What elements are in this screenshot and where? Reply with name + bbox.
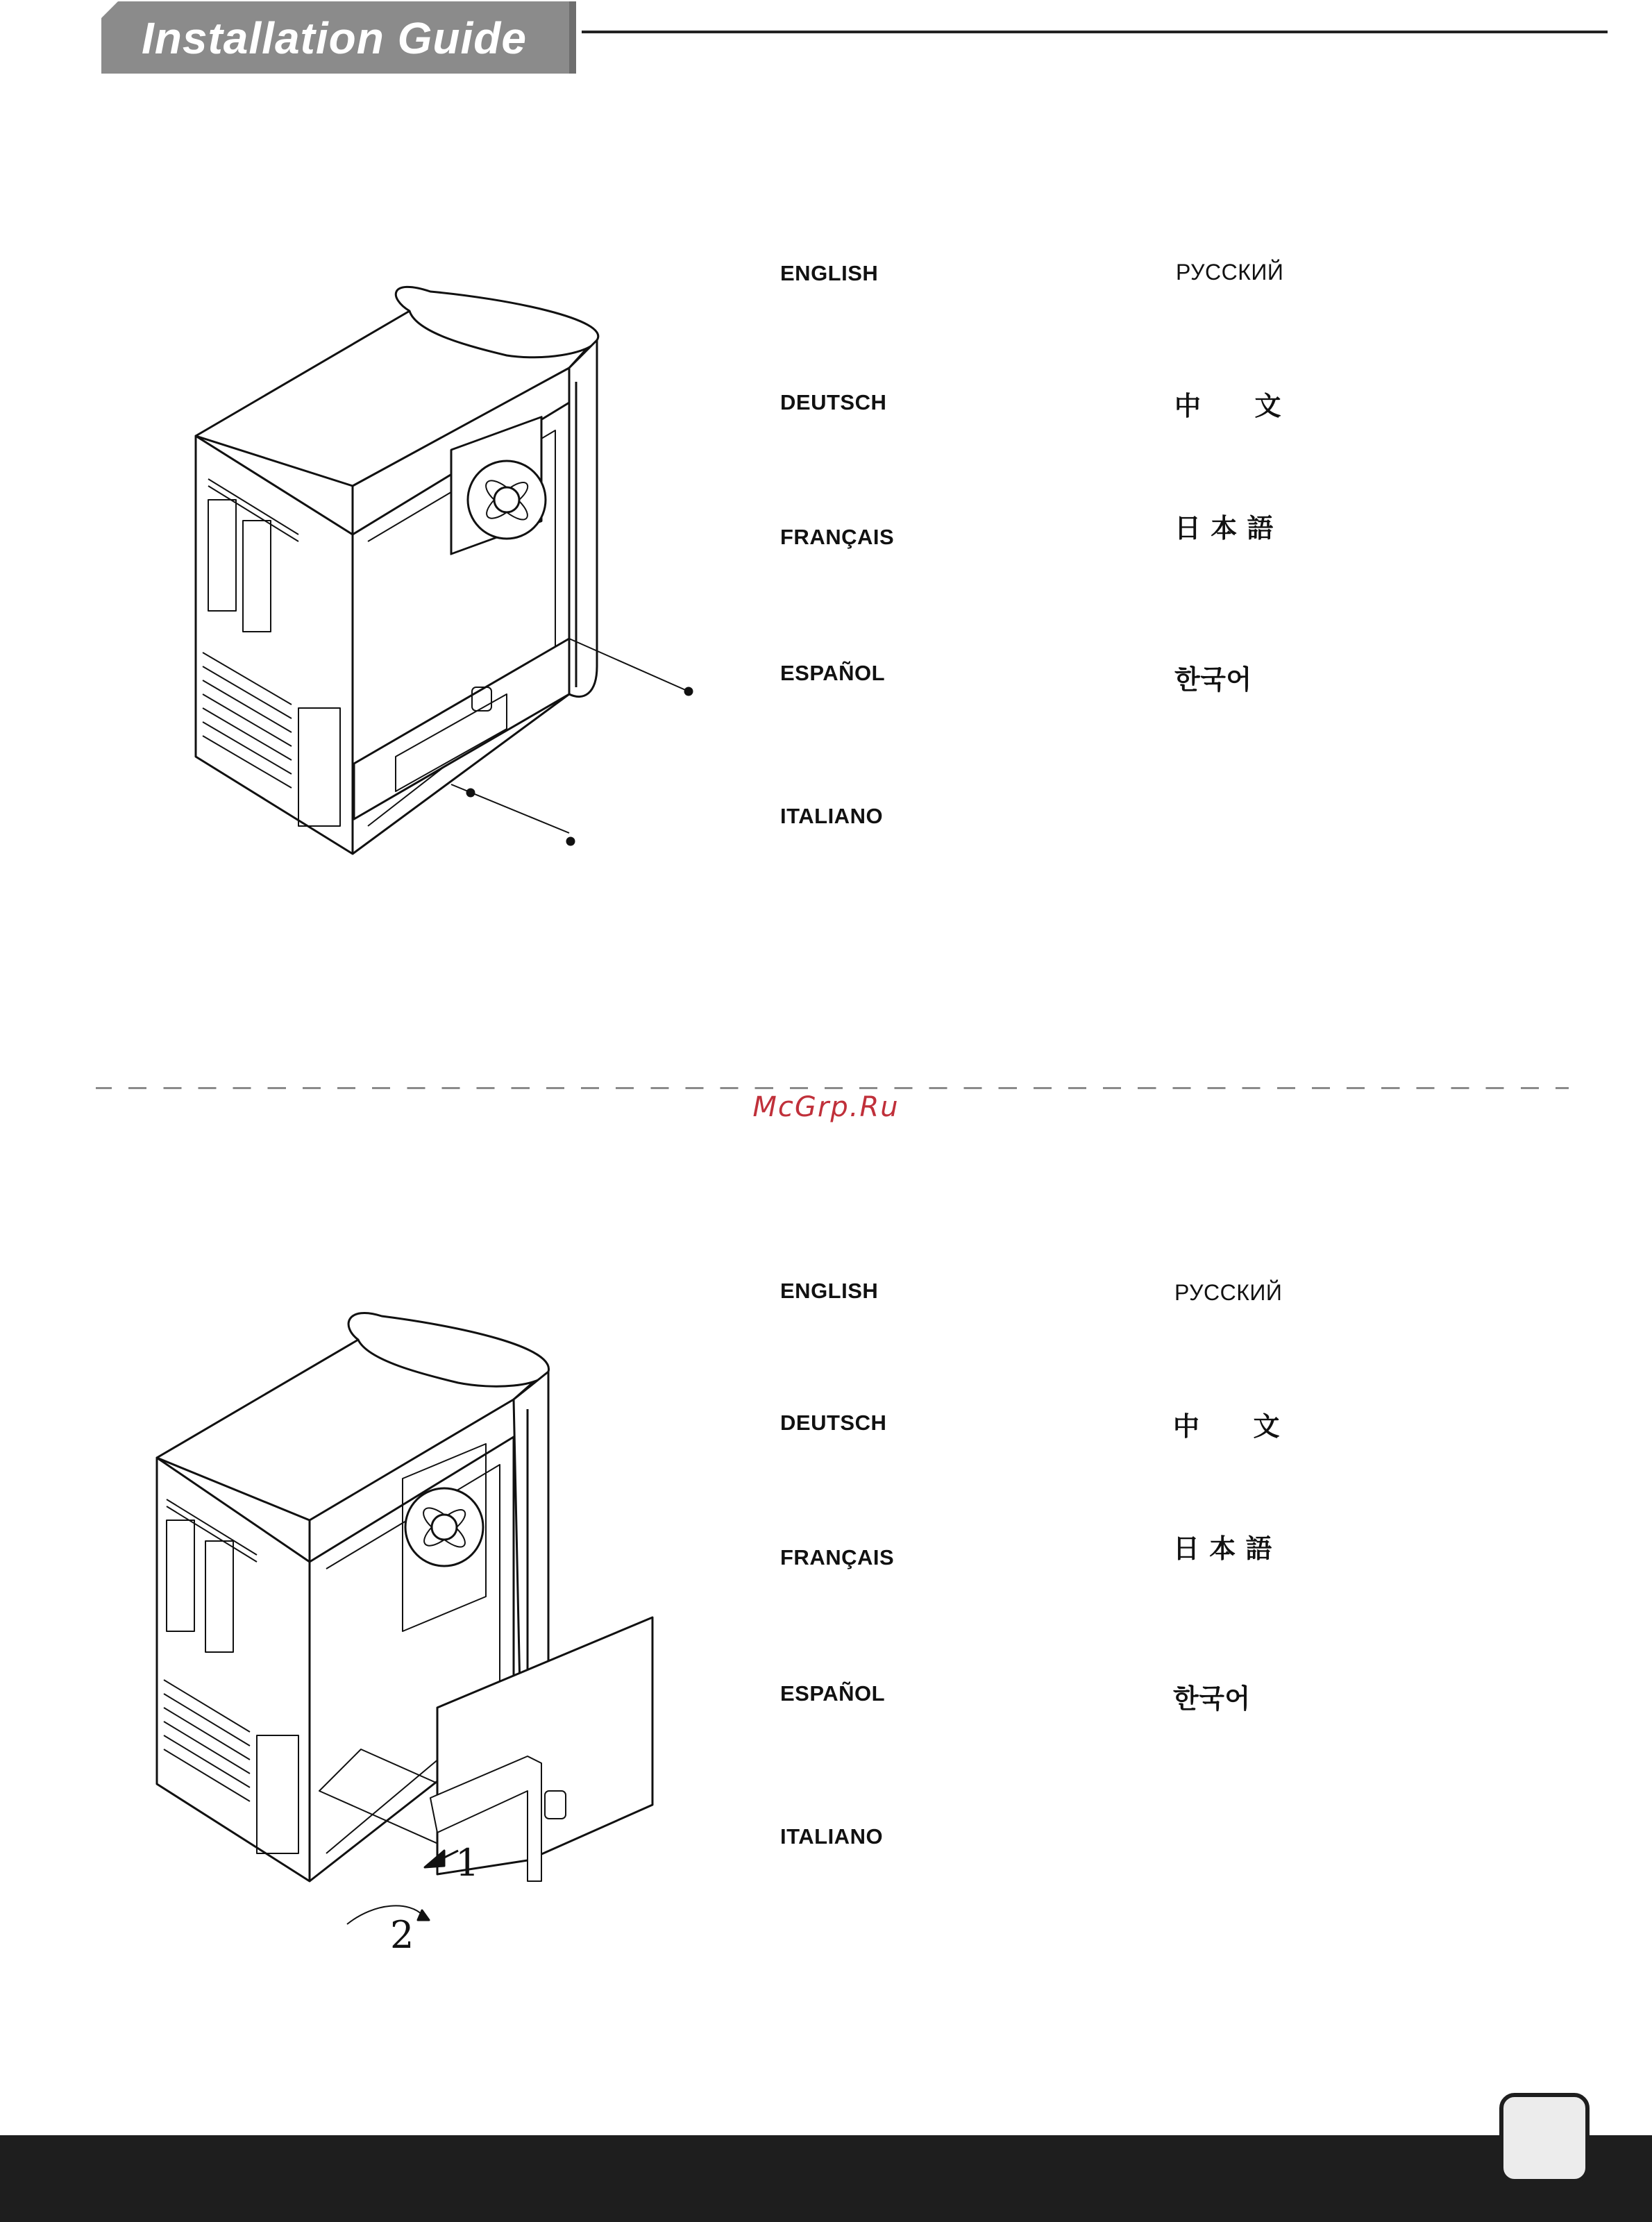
footer-bar <box>0 2135 1652 2222</box>
lang-japanese-1: 日 本 語 <box>1174 513 1274 544</box>
case-diagram-drive-cage <box>139 1305 666 1971</box>
lang-english-2: ENGLISH <box>780 1279 879 1303</box>
header-rule <box>582 31 1608 33</box>
lang-espanol-2: ESPAÑOL <box>780 1681 886 1706</box>
case-diagram-screws <box>180 278 708 875</box>
lang-espanol-1: ESPAÑOL <box>780 661 886 685</box>
lang-francais-1: FRANÇAIS <box>780 525 895 549</box>
lang-russian-2: РУССКИЙ <box>1174 1280 1283 1305</box>
lang-deutsch-1: DEUTSCH <box>780 390 887 414</box>
lang-italiano-2: ITALIANO <box>780 1824 884 1849</box>
lang-chinese-1: 中 文 <box>1174 391 1282 421</box>
lang-chinese-2: 中 文 <box>1173 1411 1281 1442</box>
page-title: Installation Guide <box>142 13 527 63</box>
step-label-2: 2 <box>390 1913 414 1957</box>
page-number-box <box>1499 2093 1590 2183</box>
lang-korean-1: 한국어 <box>1174 664 1252 695</box>
lang-russian-1: РУССКИЙ <box>1176 260 1284 285</box>
lang-italiano-1: ITALIANO <box>780 804 884 828</box>
lang-korean-2: 한국어 <box>1173 1683 1251 1714</box>
lang-francais-2: FRANÇAIS <box>780 1545 895 1569</box>
lang-deutsch-2: DEUTSCH <box>780 1411 887 1435</box>
lang-japanese-2: 日 本 語 <box>1173 1533 1272 1564</box>
section-divider <box>96 1087 1569 1089</box>
lang-english-1: ENGLISH <box>780 261 879 285</box>
step-label-1: 1 <box>455 1841 480 1885</box>
watermark: McGrp.Ru <box>752 1091 900 1123</box>
